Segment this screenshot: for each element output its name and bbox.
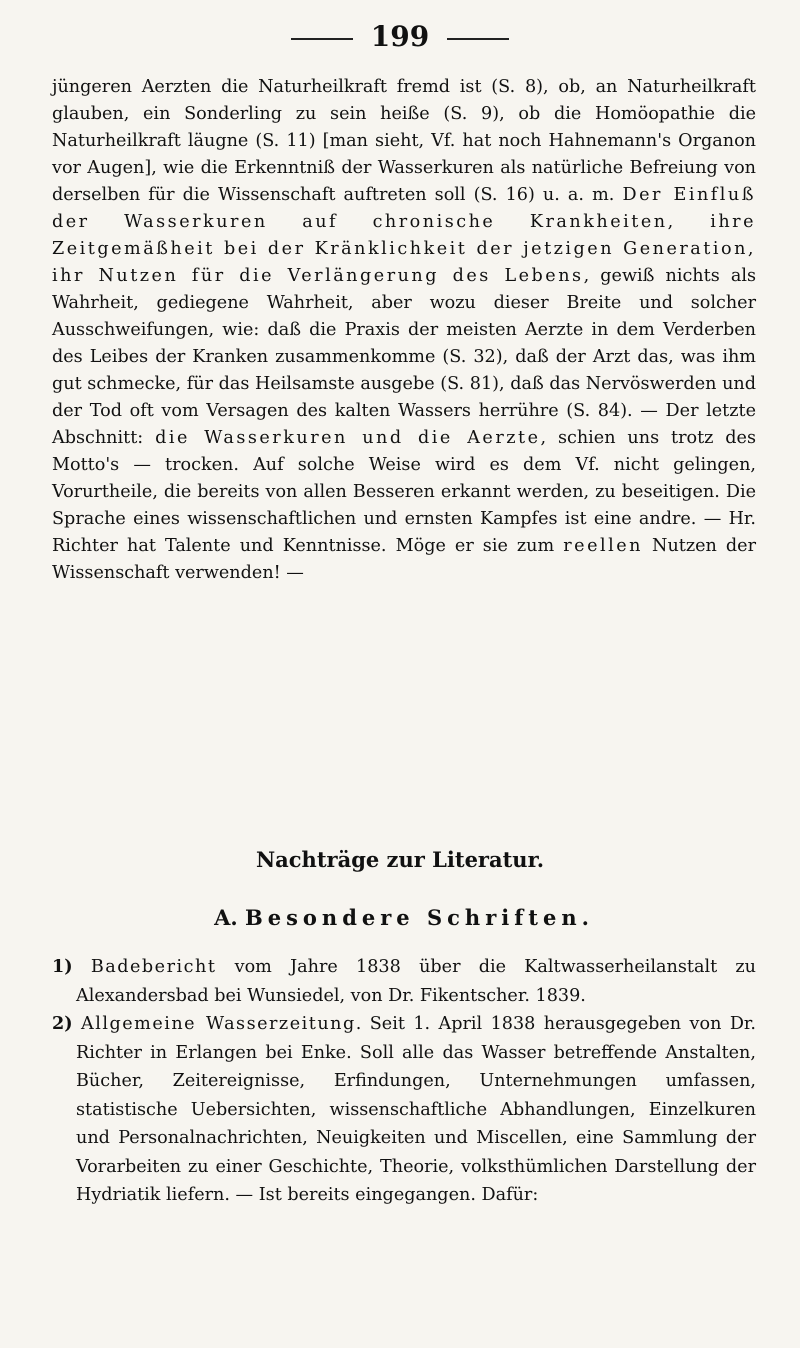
subsection-heading — [52, 905, 756, 930]
item-text: . Seit 1. April 1838 herausgegeben von Dr. Richter in Erlangen bei Enke. Soll alle das Wasser betreffende Anstalten, Bücher, Zeitereignisse, Erfindungen, Unternehmungen umfassen, statistische Uebersichten, wissenschaftliche Abhandlungen, Einzelkuren und Personalnachrichten, Neuigkeiten und Miscellen, eine Sammlung der Vorarbeiten zu einer Geschichte, Theorie, volksthümlichen Darstellung der Hydriatik liefern. — Ist bereits eingegangen. Dafür: — [76, 1014, 757, 1205]
item-number: 1) — [52, 956, 73, 977]
subsection-title: Besondere Schriften. — [244, 905, 594, 930]
subsection-letter: A. — [214, 905, 238, 930]
section-heading: Nachträge zur Literatur. — [255, 847, 545, 872]
item-text: vom Jahre 1838 über die Kaltwasserheilanstalt zu Alexandersbad bei Wunsiedel, von Dr. Fikentscher. 1839. — [76, 957, 756, 1006]
body-paragraph — [52, 74, 756, 587]
emphasized-word-reellen: reellen — [563, 536, 643, 556]
emphasized-phrase-section: die Wasserkuren und die Aerzte — [155, 428, 541, 448]
list-item — [52, 953, 756, 1010]
paragraph-text-2: , gewiß nichts als Wahrheit, gediegene Wahrheit, aber wozu dieser Breite und solcher Ausschweifungen, wie: daß die Praxis der meisten Aerzte in dem Verderben des Leibes der Kranken zusammenkomme (S. 32), daß der Arzt das, was ihm gut schmecke, für das Heilsamste ausgebe (S. 81), daß das Nervöswerden und der Tod oft vom Versagen des kalten Wassers herrühre (S. 84). — Der letzte Abschnitt: — [52, 266, 756, 448]
item-title: Allgemeine Wasserzeitung — [81, 1014, 356, 1034]
paragraph-text-4: Nutzen der Wissenschaft verwenden! — — [52, 536, 757, 583]
list-item — [52, 1010, 756, 1210]
paragraph-text-1: jüngeren Aerzten die Naturheilkraft fremd ist (S. 8), ob, an Naturheilkraft glauben, ein Sonderling zu sein heiße (S. 9), ob die Homöopathie die Naturheilkraft läugne (S. 11) [man sieht, Vf. hat noch Hahnemann's Organon vor Augen], wie die Erkenntniß der Wasserkuren als natürliche Befreiung von derselben für die Wissenschaft auftreten soll (S. 16) u. a. m. — [52, 77, 756, 205]
paragraph-text-3: , schien uns trotz des Motto's — trocken. Auf solche Weise wird es dem Vf. nicht gelingen, Vorurtheile, die bereits von allen Besseren erkannt werden, zu beseitigen. Die Sprache eines wissenschaftlichen und ernsten Kampfes ist eine andre. — Hr. Richter hat Talente und Kenntnisse. Möge er sie zum — [52, 428, 756, 556]
item-title: Badebericht — [90, 957, 217, 977]
page-number: 199 — [0, 20, 800, 53]
literature-list — [52, 953, 756, 1210]
emphasized-phrase-influence: Der Einfluß der Wasserkuren auf chronische Krankheiten, ihre Zeitgemäßheit bei der Kränklichkeit der jetzigen Generation, ihr Nutzen für die Verlängerung des Lebens — [52, 185, 757, 286]
item-number: 2) — [52, 1013, 73, 1034]
